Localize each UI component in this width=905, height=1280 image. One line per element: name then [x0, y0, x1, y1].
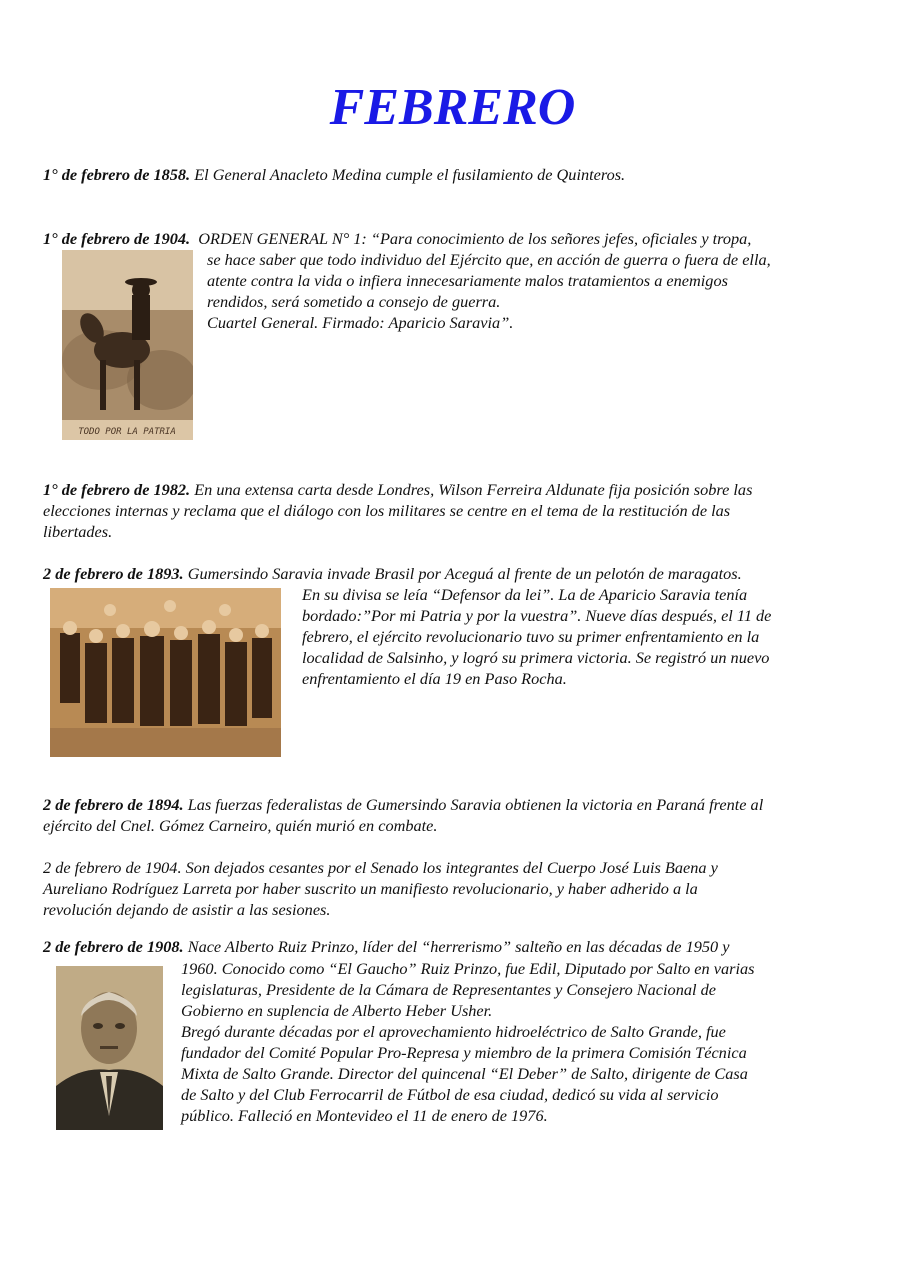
- entry-text-line: público. Falleció en Montevideo el 11 de enero de 1976.: [181, 1106, 548, 1125]
- entry-text-line: bordado:”Por mi Patria y por la vuestra”. Nueve días después, el 11 de: [302, 606, 772, 625]
- entry-1893: [43, 563, 742, 584]
- photo-horseman: [62, 250, 193, 440]
- entry-text-line: ejército del Cnel. Gómez Carneiro, quién murió en combate.: [43, 816, 438, 835]
- entry-text-line: se hace saber que todo individuo del Ejército que, en acción de guerra o fuera de ella,: [207, 250, 771, 269]
- entry-text-line: elecciones internas y reclama que el diálogo con los militares se centre en el tema de la restitución de las: [43, 501, 731, 520]
- entry-text: En una extensa carta desde Londres, Wilson Ferreira Aldunate fija posición sobre las: [194, 480, 753, 499]
- entry-date: 2 de febrero de 1908.: [43, 937, 184, 956]
- entry-1982: [43, 479, 752, 500]
- entry-text-line: Cuartel General. Firmado: Aparicio Saravia”.: [207, 313, 514, 332]
- entry-text-line: 2 de febrero de 1904. Son dejados cesantes por el Senado los integrantes del Cuerpo José Luis Baena y: [43, 858, 718, 877]
- entry-text-line: libertades.: [43, 522, 113, 541]
- entry-date: 2 de febrero de 1893.: [43, 564, 184, 583]
- entry-text-line: Mixta de Salto Grande. Director del quincenal “El Deber” de Salto, dirigente de Casa: [181, 1064, 748, 1083]
- entry-text-line: legislaturas, Presidente de la Cámara de Representantes y Consejero Nacional de: [181, 980, 716, 999]
- entry-date: 2 de febrero de 1894.: [43, 795, 184, 814]
- entry-1858: [43, 164, 625, 185]
- entry-text-line: Bregó durante décadas por el aprovechamiento hidroeléctrico de Salto Grande, fue: [181, 1022, 726, 1041]
- photo-caption: TODO POR LA PATRIA: [78, 427, 176, 437]
- entry-text: Nace Alberto Ruiz Prinzo, líder del “herrerismo” salteño en las décadas de 1950 y: [187, 937, 730, 956]
- entry-text: ORDEN GENERAL N° 1: “Para conocimiento de los señores jefes, oficiales y tropa,: [198, 229, 752, 248]
- entry-text-line: 1960. Conocido como “El Gaucho” Ruiz Prinzo, fue Edil, Diputado por Salto en varias: [181, 959, 755, 978]
- photo-group-portrait: [50, 588, 281, 757]
- entry-1904-date-line: [43, 228, 751, 249]
- entry-text-line: rendidos, será sometido a consejo de guerra.: [207, 292, 501, 311]
- entry-text: Gumersindo Saravia invade Brasil por Aceguá al frente de un pelotón de maragatos.: [187, 564, 742, 583]
- entry-text-line: febrero, el ejército revolucionario tuvo su primer enfrentamiento en la: [302, 627, 760, 646]
- entry-text-line: de Salto y del Club Ferrocarril de Fútbol de esa ciudad, dedicó su vida al servicio: [181, 1085, 719, 1104]
- entry-text-line: Gobierno en suplencia de Alberto Heber Usher.: [181, 1001, 493, 1020]
- entry-text: Las fuerzas federalistas de Gumersindo Saravia obtienen la victoria en Paraná frente al: [187, 795, 764, 814]
- entry-1894: [43, 794, 763, 815]
- entry-1908: [43, 936, 729, 957]
- entry-text: El General Anacleto Medina cumple el fusilamiento de Quinteros.: [194, 165, 626, 184]
- entry-text-line: localidad de Salsinho, y logró su primera victoria. Se registró un nuevo: [302, 648, 770, 667]
- entry-date: 1° de febrero de 1982.: [43, 480, 191, 499]
- entry-date: 1° de febrero de 1904.: [43, 229, 191, 248]
- entry-text-line: fundador del Comité Popular Pro-Represa y miembro de la primera Comisión Técnica: [181, 1043, 747, 1062]
- entry-text-line: atente contra la vida o infiera innecesariamente malos tratamientos a enemigos: [207, 271, 728, 290]
- entry-text-line: En su divisa se leía “Defensor da lei”. La de Aparicio Saravia tenía: [302, 585, 748, 604]
- entry-date: 1° de febrero de 1858.: [43, 165, 191, 184]
- entry-text-line: revolución dejando de asistir a las sesiones.: [43, 900, 331, 919]
- entry-text-line: Aureliano Rodríguez Larreta por haber suscrito un manifiesto revolucionario, y haber adherido a la: [43, 879, 698, 898]
- page-title: FEBRERO: [329, 79, 576, 136]
- entry-text-line: enfrentamiento el día 19 en Paso Rocha.: [302, 669, 567, 688]
- photo-portrait-ruiz-prinzo: [56, 966, 163, 1130]
